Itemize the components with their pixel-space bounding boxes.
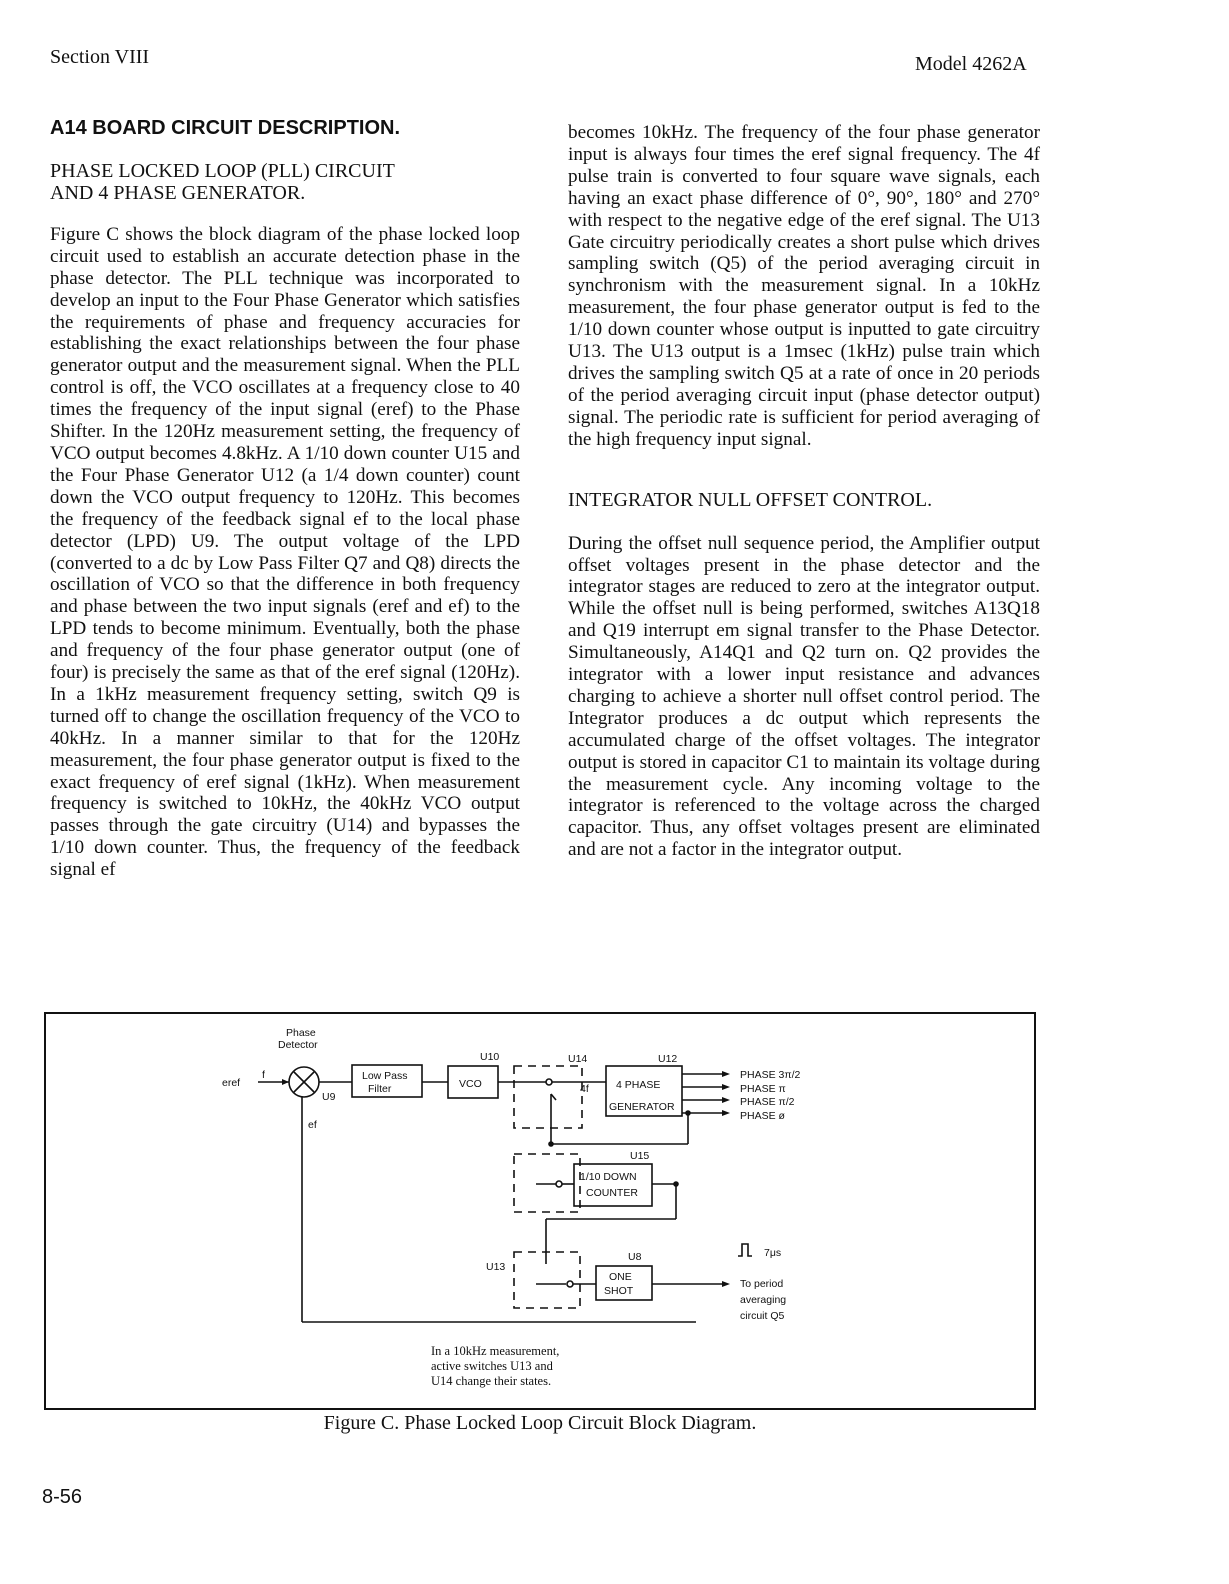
- integrator-heading: INTEGRATOR NULL OFFSET CONTROL.: [568, 488, 933, 511]
- f-label: f: [262, 1069, 265, 1081]
- output-label-2: averaging: [740, 1294, 787, 1306]
- generator-label-1: 4 PHASE: [616, 1079, 661, 1091]
- model-label: Model 4262A: [915, 53, 1027, 75]
- lpf-label-1: Low Pass: [362, 1070, 408, 1082]
- phase-pi-label: PHASE π: [740, 1083, 786, 1095]
- vco-label: VCO: [459, 1078, 482, 1090]
- note-line-1: In a 10kHz measurement,: [431, 1344, 560, 1358]
- output-label-1: To period: [740, 1278, 784, 1290]
- section-label: Section VIII: [50, 46, 150, 68]
- output-label-3: circuit Q5: [740, 1310, 785, 1322]
- u12-label: U12: [658, 1053, 678, 1065]
- counter-label-2: COUNTER: [586, 1187, 638, 1199]
- u13-label: U13: [486, 1261, 506, 1273]
- figure-caption: Figure C. Phase Locked Loop Circuit Block Diagram.: [323, 1412, 757, 1434]
- page-number: 8-56: [42, 1486, 83, 1508]
- pll-heading-line2: AND 4 PHASE GENERATOR.: [50, 181, 306, 204]
- four-f-label: 4f: [580, 1083, 589, 1095]
- phase-detector-label-1: Phase: [286, 1027, 316, 1039]
- u9-label: U9: [322, 1091, 336, 1103]
- phase-zero-label: PHASE ø: [740, 1110, 785, 1122]
- pll-heading-line1: PHASE LOCKED LOOP (PLL) CIRCUIT: [50, 159, 395, 182]
- pll-paragraph: Figure C shows the block diagram of the phase locked loop circuit used to establish an accurate detection phase in the phase detector. The PLL technique was incorporated to develop an input to the Four Phase Generator which satisfies the requirements of phase and frequency accuracies for establishing the exact relationships between the four phase generator output and the measurement signal. When the PLL control is off, the VCO oscillates at a frequency close to 40 times the frequency of the input signal (eref) to the Phase Shifter. In the 120Hz measurement setting, the frequency of VCO output becomes 4.8kHz. A 1/10 down counter U15 and the Four Phase Generator U12 (a 1/4 down counter) count down the VCO output frequency to 120Hz. This becomes the frequency of the feedback signal ef to the local phase detector (LPD) U9. The output voltage of the LPD (converted to a dc by Low Pass Filter Q7 and Q8) directs the oscillation of VCO so that the difference in both frequency and phase between the two input signals (eref and ef) to the LPD tends to become minimum. Eventually, both the phase and frequency of the four phase generator output (one of four) is precisely the same as that of the eref signal (120Hz). In a 1kHz measurement frequency setting, switch Q9 is turned off to change the oscillation frequency of the VCO to 40kHz. In a manner similar to that for the 120Hz measurement, the four phase generator output is fixed to the exact frequency of eref signal (1kHz). When measurement frequency is switched to 10kHz, the 40kHz VCO output passes through the gate circuitry (U14) and bypasses the 1/10 down counter. Thus, the frequency of the feedback signal ef: [50, 223, 520, 881]
- note-line-3: U14 change their states.: [431, 1374, 552, 1388]
- phase-3pi2-label: PHASE 3π/2: [740, 1069, 801, 1081]
- left-column: [50, 118, 520, 881]
- ef-label: ef: [308, 1119, 317, 1131]
- u8-label: U8: [628, 1251, 642, 1263]
- board-heading: A14 BOARD CIRCUIT DESCRIPTION.: [50, 117, 401, 139]
- generator-label-2: GENERATOR: [609, 1101, 675, 1113]
- pll-paragraph-continued: becomes 10kHz. The frequency of the four phase generator input is always four times the eref signal frequency. The 4f pulse train is converted to four square wave signals, each having an exact phase difference of 0°, 90°, 180° and 270° with respect to the negative edge of the eref signal. The U13 Gate circuitry periodically creates a short pulse which drives sampling switch (Q5) of the period averaging circuit in synchronism with the measurement signal. In a 10kHz measurement, the four phase generator output is fed to the 1/10 down counter whose output is inputted to gate circuitry U13. The U13 output is a 1msec (1kHz) pulse train which drives the sampling switch Q5 at a rate of once in 20 periods of the period averaging circuit input (phase detector output) signal. The periodic rate is sufficient for period averaging of the high frequency input signal.: [568, 122, 1040, 450]
- eref-label: eref: [222, 1077, 241, 1089]
- phase-detector-label-2: Detector: [278, 1039, 318, 1051]
- oneshot-label-1: ONE: [609, 1271, 632, 1283]
- counter-label-1: 1/10 DOWN: [580, 1171, 637, 1183]
- integrator-paragraph: During the offset null sequence period, the Amplifier output offset voltages present in the phase detector and the integrator stages are reduced to zero at the integrator output. While the offset null is being performed, switches A13Q18 and Q19 interrupt em signal transfer to the Phase Detector. Simultaneously, A14Q1 and Q2 turn on. Q2 provides the integrator with a lower input resistance and advances charging to achieve a shorter null offset control period. The Integrator produces a dc output which represents the accumulated charge of the offset voltages. The integrator output is stored in capacitor C1 to maintain its voltage during the measurement cycle. Any incoming voltage to the integrator is referenced to the voltage across the charged capacitor. Thus, any offset voltages present are eliminated and are not a factor in the integrator output.: [568, 532, 1040, 861]
- u14-label: U14: [568, 1053, 588, 1065]
- diagram-note: [431, 1344, 559, 1389]
- pulse-width-label: 7μs: [764, 1247, 782, 1259]
- note-line-2: active switches U13 and: [431, 1359, 553, 1373]
- u15-label: U15: [630, 1150, 650, 1162]
- oneshot-label-2: SHOT: [604, 1285, 634, 1297]
- phase-pi2-label: PHASE π/2: [740, 1096, 795, 1108]
- lpf-label-2: Filter: [368, 1083, 392, 1095]
- right-column: [568, 122, 1040, 861]
- u10-label: U10: [480, 1051, 500, 1063]
